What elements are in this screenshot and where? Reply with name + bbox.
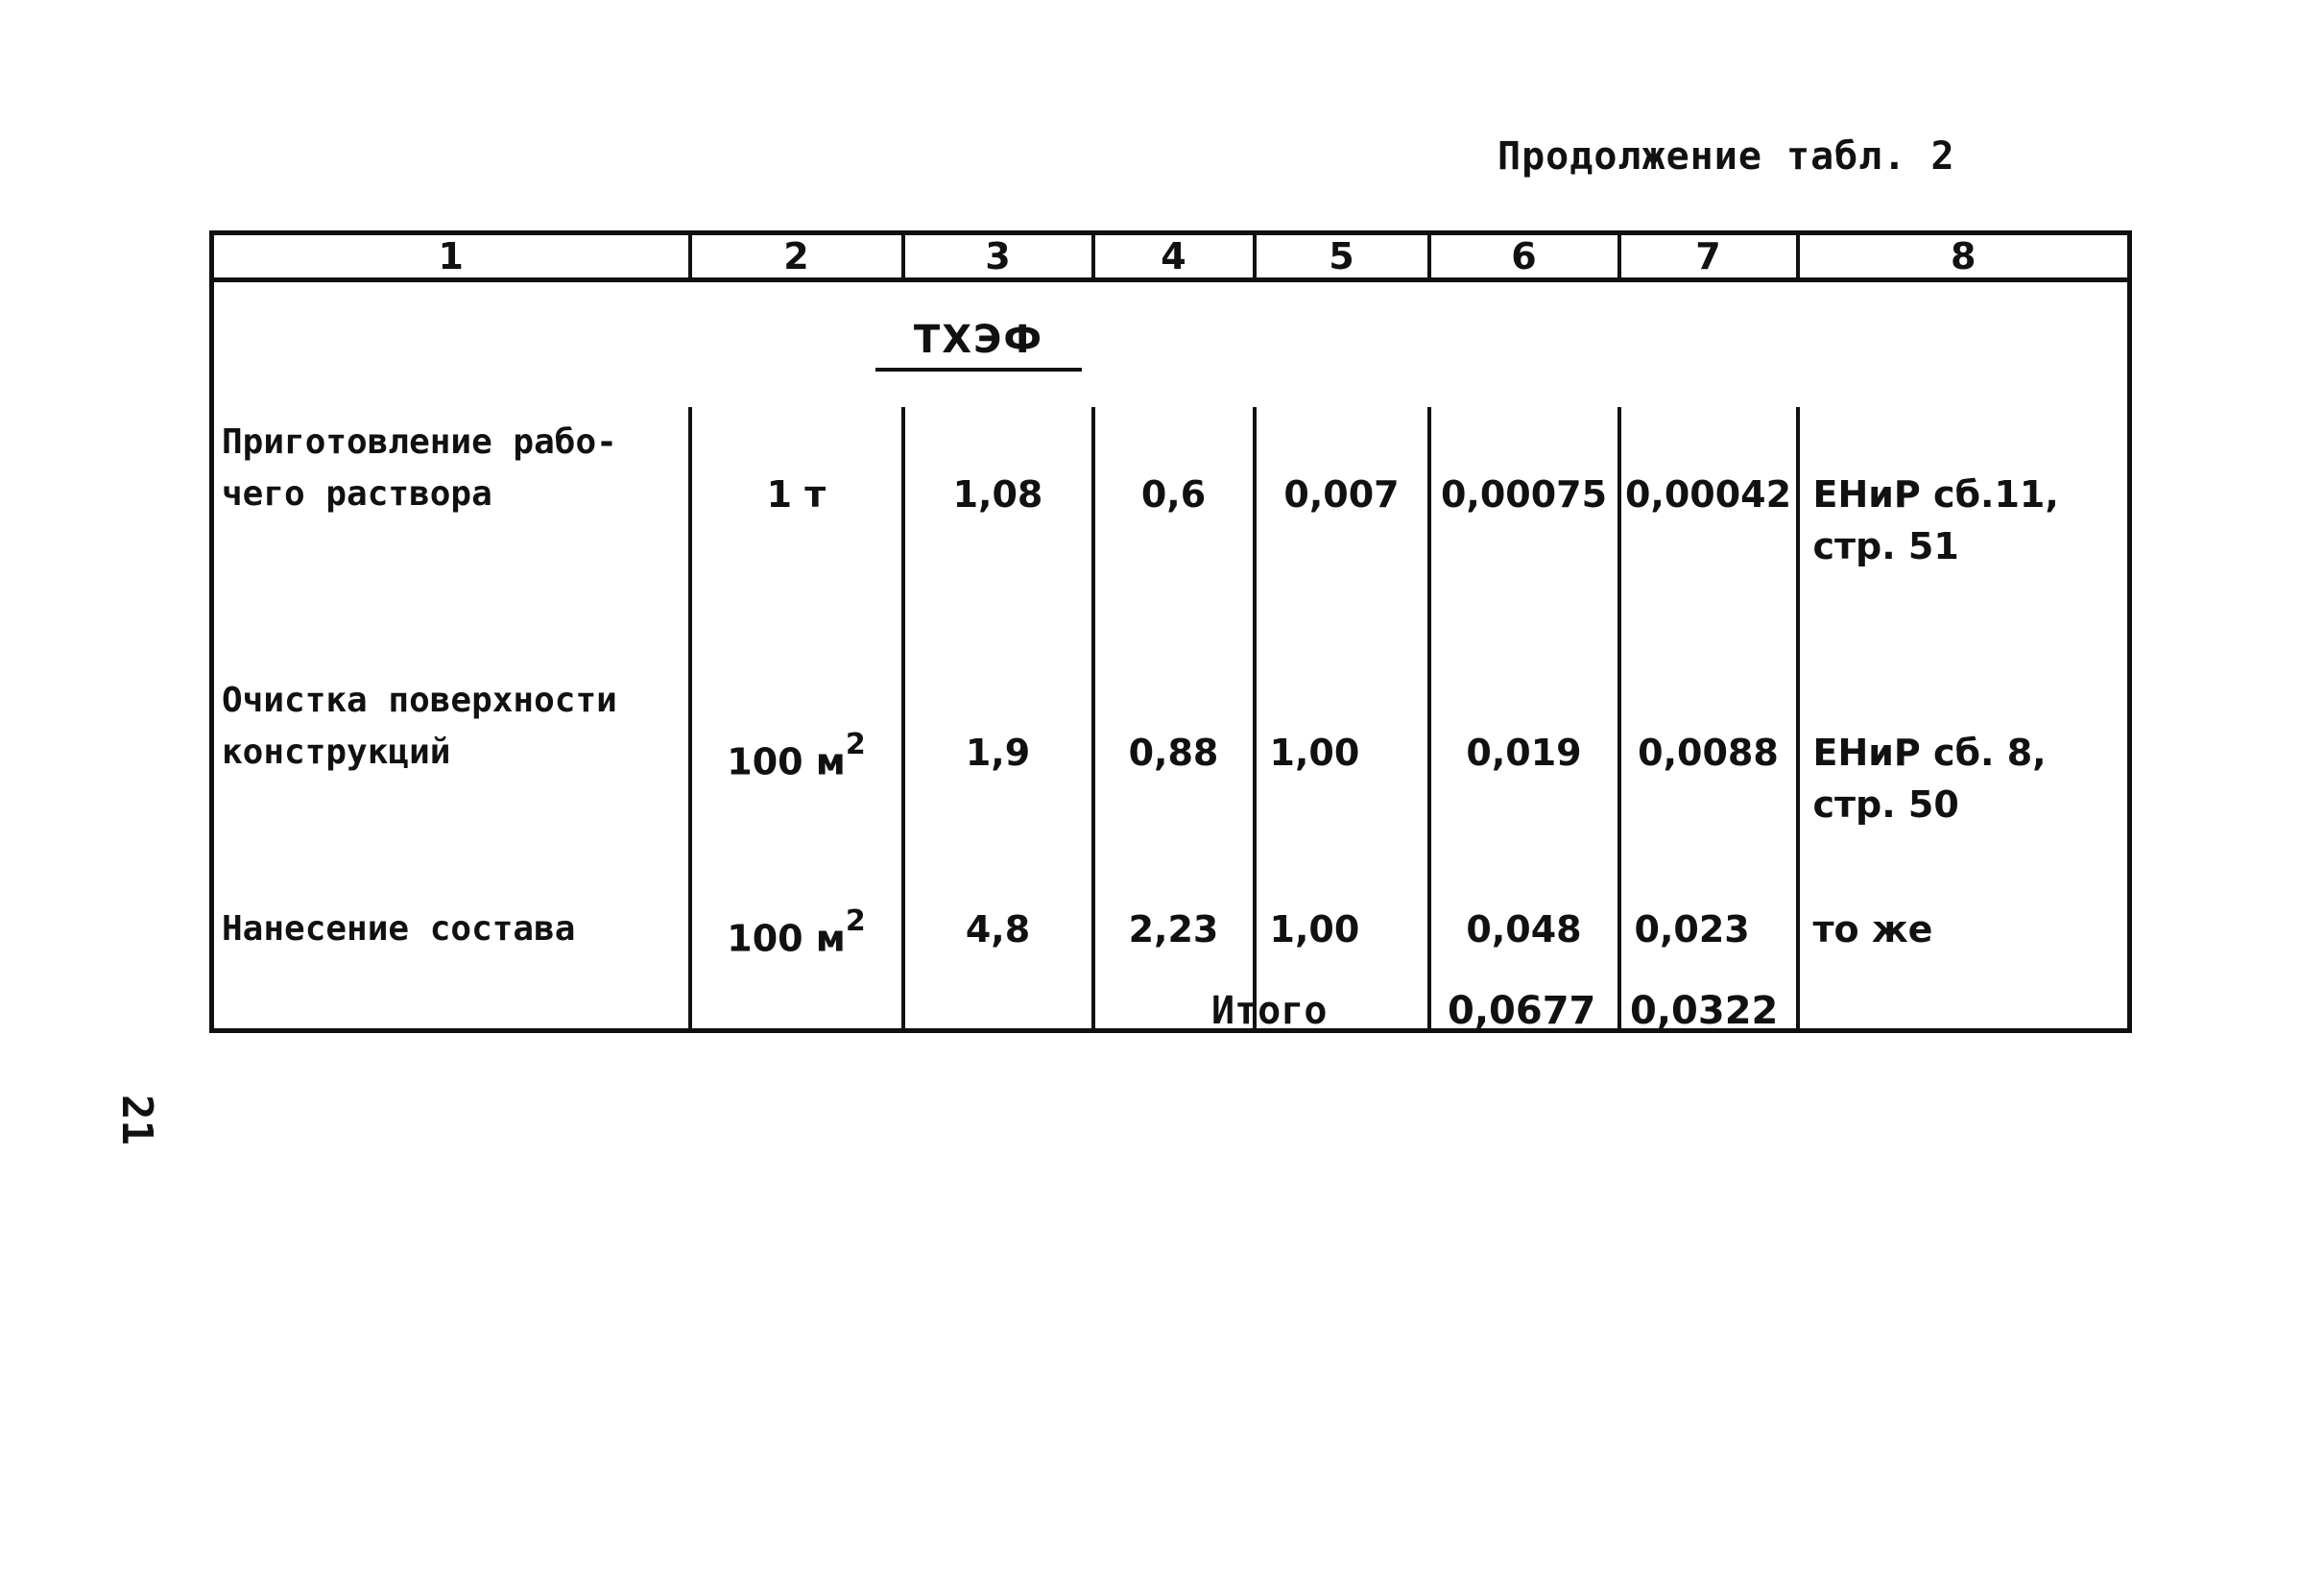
cell-col5: 1,00 bbox=[1255, 665, 1429, 880]
cell-col5: 1,00 bbox=[1255, 880, 1429, 1031]
cell-col6: 0,048 bbox=[1429, 880, 1619, 1031]
work-name-line: Очистка поверхности bbox=[222, 681, 617, 720]
cell-col6: 0,00075 bbox=[1429, 407, 1619, 665]
col-header-2: 2 bbox=[690, 233, 903, 280]
table-row bbox=[212, 880, 2130, 1031]
cell-col4: 2,23 bbox=[1093, 880, 1255, 1031]
unit-text: 1 т bbox=[766, 473, 827, 516]
unit-cell bbox=[690, 407, 903, 665]
section-cell bbox=[212, 280, 2130, 408]
total-col6: 0,0677 bbox=[1448, 989, 1596, 1033]
cell-col4: 0,6 bbox=[1093, 407, 1255, 665]
data-table bbox=[209, 230, 2132, 1033]
cell-col5: 0,007 bbox=[1255, 407, 1429, 665]
col-header-4: 4 bbox=[1093, 233, 1255, 280]
cell-col4: 0,88 bbox=[1093, 665, 1255, 880]
cell-col7: 0,023 bbox=[1619, 880, 1798, 1031]
cell-col3: 1,9 bbox=[903, 665, 1093, 880]
work-name-cell bbox=[212, 665, 690, 880]
unit-superscript: 2 bbox=[845, 904, 866, 938]
work-name-cell bbox=[212, 880, 690, 1031]
page-number: 21 bbox=[112, 1095, 161, 1145]
cell-col7: 0,00042 bbox=[1619, 407, 1798, 665]
col-header-7: 7 bbox=[1619, 233, 1798, 280]
section-title: ТХЭФ bbox=[875, 318, 1082, 372]
reference-cell bbox=[1798, 880, 2130, 1031]
reference-line: стр. 51 bbox=[1812, 525, 1959, 567]
reference-line: ЕНиР сб.11, bbox=[1812, 473, 2059, 516]
unit-cell bbox=[690, 880, 903, 1031]
header-row bbox=[212, 233, 2130, 280]
col-header-6: 6 bbox=[1429, 233, 1619, 280]
reference-cell bbox=[1798, 665, 2130, 880]
reference-cell bbox=[1798, 407, 2130, 665]
col-header-3: 3 bbox=[903, 233, 1093, 280]
reference-line: то же bbox=[1812, 908, 1933, 950]
work-name-line: Нанесение состава bbox=[222, 909, 576, 949]
section-row bbox=[212, 280, 2130, 408]
col-header-8: 8 bbox=[1798, 233, 2130, 280]
reference-line: стр. 50 bbox=[1812, 783, 1959, 826]
unit-text: 100 м bbox=[727, 740, 846, 783]
unit-superscript: 2 bbox=[845, 728, 866, 761]
totals-label: Итого bbox=[1211, 989, 1328, 1033]
work-name-line: чего раствора bbox=[222, 474, 492, 514]
work-name-cell bbox=[212, 407, 690, 665]
cell-col3: 4,8 bbox=[903, 880, 1093, 1031]
col-header-1: 1 bbox=[212, 233, 690, 280]
col-header-5: 5 bbox=[1255, 233, 1429, 280]
unit-cell bbox=[690, 665, 903, 880]
table-caption: Продолжение табл. 2 bbox=[1497, 134, 1955, 179]
table-row bbox=[212, 665, 2130, 880]
table-row bbox=[212, 407, 2130, 665]
cell-col7: 0,0088 bbox=[1619, 665, 1798, 880]
total-col7: 0,0322 bbox=[1630, 989, 1779, 1033]
unit-text: 100 м bbox=[727, 917, 846, 960]
reference-line: ЕНиР сб. 8, bbox=[1812, 732, 2047, 774]
work-name-line: Приготовление рабо- bbox=[222, 422, 617, 462]
cell-col6: 0,019 bbox=[1429, 665, 1619, 880]
work-name-line: конструкций bbox=[222, 733, 451, 772]
cell-col3: 1,08 bbox=[903, 407, 1093, 665]
